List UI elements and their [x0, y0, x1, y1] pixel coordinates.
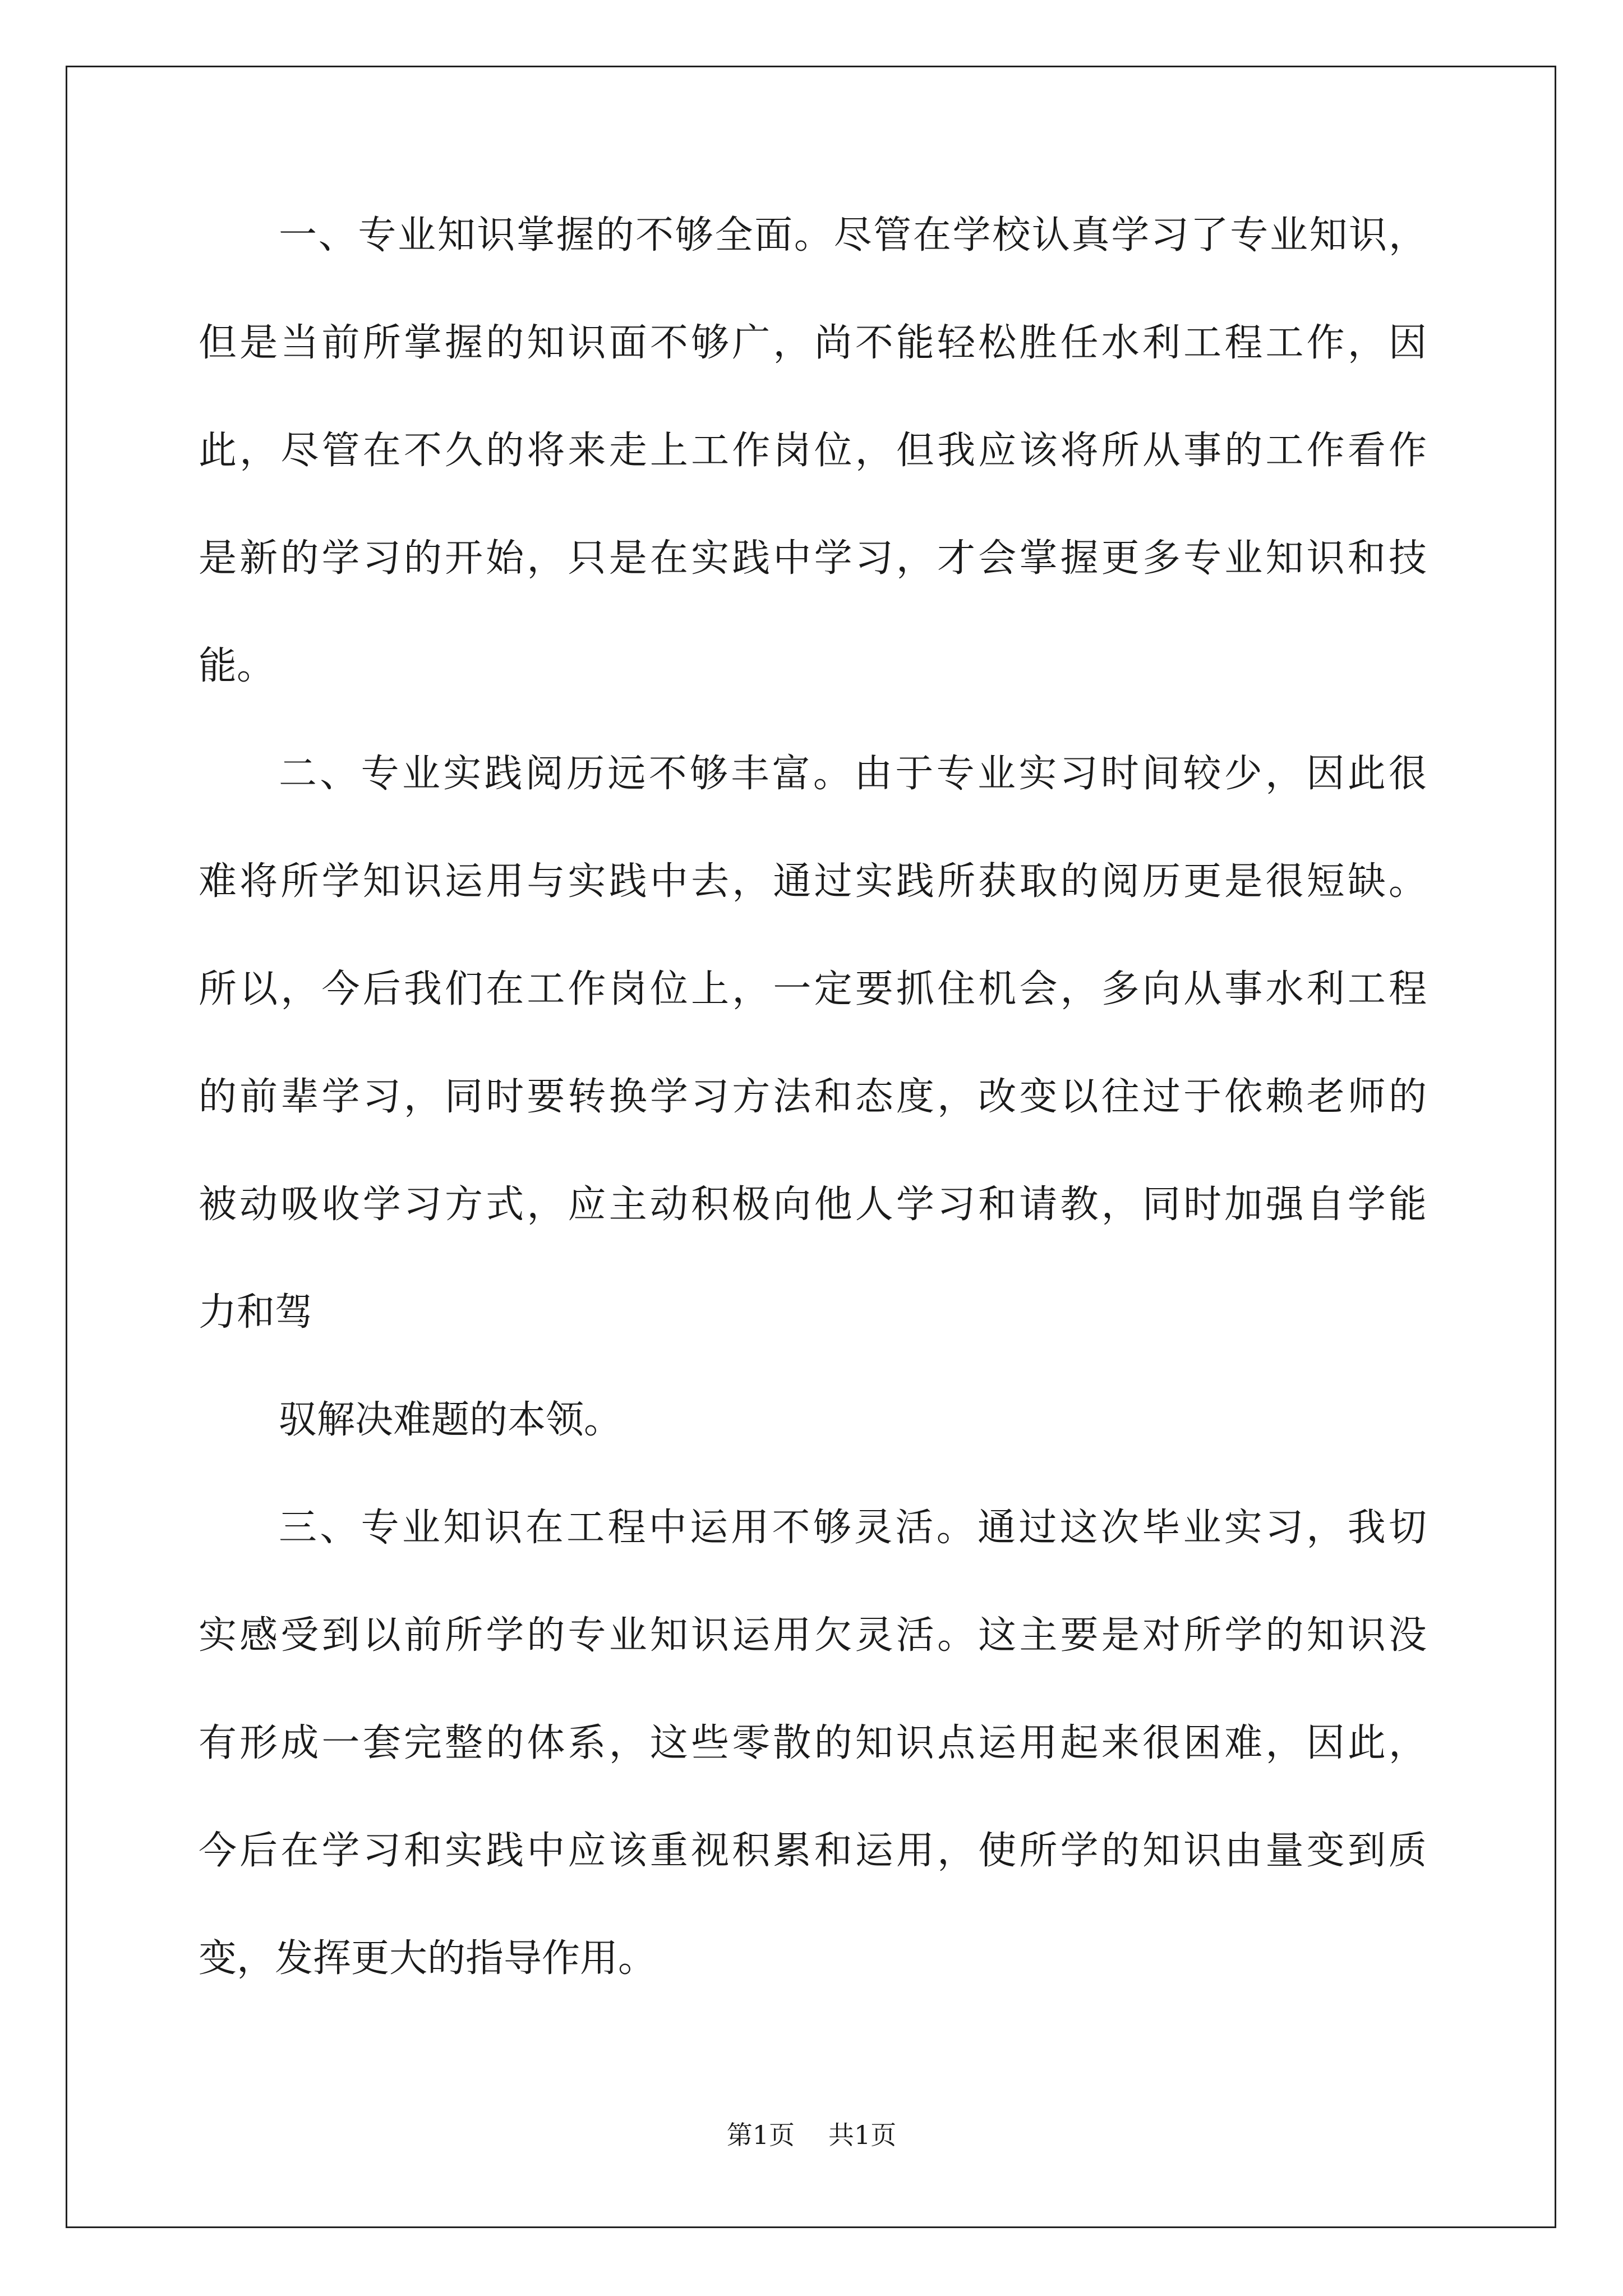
paragraph-3-line-1: 驭解决难题的本领。	[279, 1398, 623, 1442]
paragraph-4-line-3: 有形成一套完整的体系，这些零散的知识点运用起来很困难，因此，	[199, 1721, 1427, 1765]
paragraph-2-line-3: 所以，今后我们在工作岗位上，一定要抓住机会，多向从事水利工程	[199, 967, 1427, 1011]
paragraph-1-line-1: 一、专业知识掌握的不够全面。尽管在学校认真学习了专业知识，	[279, 213, 1427, 257]
paragraph-4-line-4: 今后在学习和实践中应该重视积累和运用，使所学的知识由量变到质	[199, 1829, 1427, 1873]
paragraph-1-line-2: 但是当前所掌握的知识面不够广，尚不能轻松胜任水利工程工作，因	[199, 321, 1427, 365]
paragraph-4-line-2: 实感受到以前所学的专业知识运用欠灵活。这主要是对所学的知识没	[199, 1613, 1427, 1658]
page-number-total: 共1页	[828, 2120, 897, 2150]
paragraph-2-line-4: 的前辈学习，同时要转换学习方法和态度，改变以往过于依赖老师的	[199, 1075, 1427, 1119]
paragraph-4-line-5: 变，发挥更大的指导作用。	[199, 1936, 657, 1981]
paragraph-1-line-4: 是新的学习的开始，只是在实践中学习，才会掌握更多专业知识和技	[199, 536, 1427, 581]
paragraph-2-line-1: 二、专业实践阅历远不够丰富。由于专业实习时间较少，因此很	[279, 752, 1427, 796]
paragraph-2-line-2: 难将所学知识运用与实践中去，通过实践所获取的阅历更是很短缺。	[199, 859, 1427, 904]
paragraph-1-line-3: 此，尽管在不久的将来走上工作岗位，但我应该将所从事的工作看作	[199, 429, 1427, 473]
paragraph-1-line-5: 能。	[199, 644, 275, 688]
page-footer	[0, 2115, 1623, 2152]
document-body	[199, 213, 1432, 2044]
page-number-current: 第1页	[726, 2120, 795, 2150]
paragraph-2-line-6: 力和驾	[199, 1290, 313, 1335]
paragraph-4-line-1: 三、专业知识在工程中运用不够灵活。通过这次毕业实习，我切	[279, 1506, 1427, 1550]
paragraph-2-line-5: 被动吸收学习方式，应主动积极向他人学习和请教，同时加强自学能	[199, 1182, 1427, 1227]
